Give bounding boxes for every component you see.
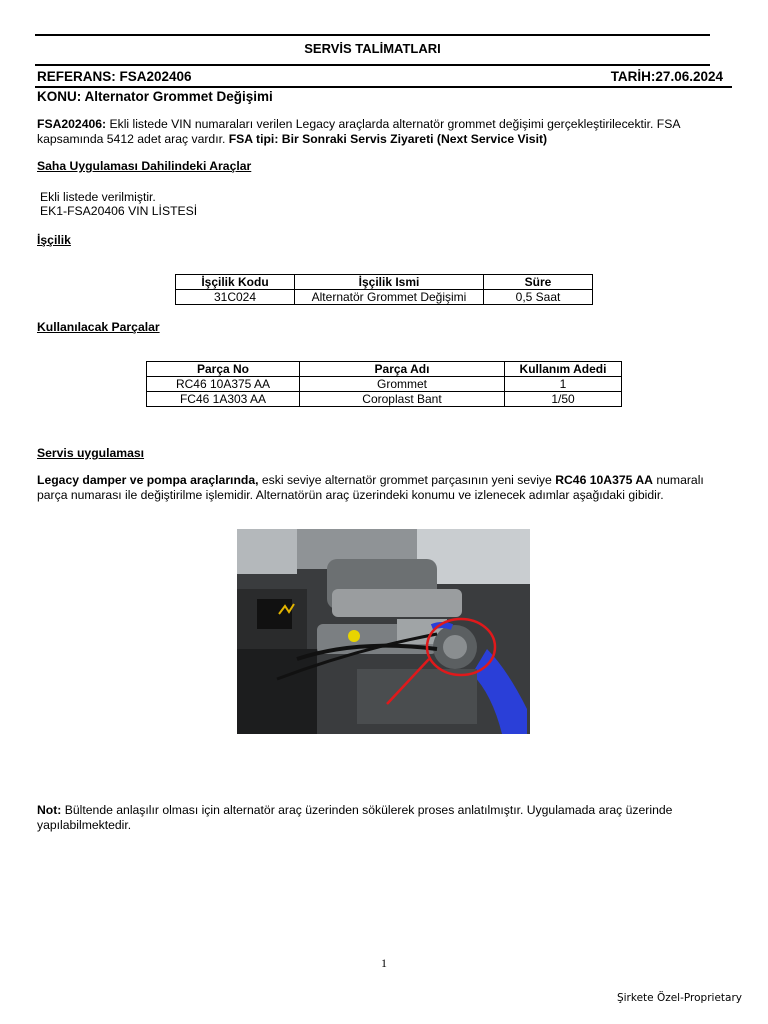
top-rule bbox=[35, 34, 710, 36]
labor-col-code: İşçilik Kodu bbox=[176, 275, 295, 290]
table-row bbox=[147, 377, 622, 392]
note-text: Bültende anlaşılır olması için alternatör araç üzerinden sökülerek proses anlatılmıştır. Uygulamada araç üzerinde yapılabilmektedir. bbox=[37, 803, 673, 832]
reference-rule bbox=[35, 86, 732, 88]
table-row bbox=[147, 392, 622, 407]
document-title: SERVİS TALİMATLARI bbox=[304, 41, 441, 56]
vehicles-line-2: EK1-FSA20406 VIN LİSTESİ bbox=[40, 204, 198, 218]
service-paragraph bbox=[37, 473, 727, 503]
parts-table-header bbox=[147, 362, 622, 377]
note-paragraph bbox=[37, 803, 727, 833]
parts-col-number: Parça No bbox=[147, 362, 300, 377]
labor-name-cell: Alternatör Grommet Değişimi bbox=[295, 290, 484, 305]
part-name-cell: Coroplast Bant bbox=[300, 392, 505, 407]
engine-bay-illustration bbox=[237, 529, 530, 734]
labor-heading: İşçilik bbox=[37, 233, 71, 247]
parts-col-quantity: Kullanım Adedi bbox=[505, 362, 622, 377]
intro-code: FSA202406: bbox=[37, 117, 107, 131]
subject-label: KONU: bbox=[37, 89, 82, 104]
parts-heading: Kullanılacak Parçalar bbox=[37, 320, 160, 334]
part-name-cell: Grommet bbox=[300, 377, 505, 392]
parts-col-name: Parça Adı bbox=[300, 362, 505, 377]
reference-number: REFERANS: FSA202406 bbox=[37, 69, 192, 84]
fsa-type-label: FSA tipi: bbox=[228, 132, 279, 146]
service-text-a: eski seviye alternatör grommet parçasının yeni seviye bbox=[258, 473, 556, 487]
part-number-cell: RC46 10A375 AA bbox=[147, 377, 300, 392]
service-heading: Servis uygulaması bbox=[37, 446, 145, 460]
subject-line bbox=[37, 89, 273, 104]
engine-bay-photo bbox=[237, 529, 530, 734]
intro-paragraph bbox=[37, 117, 727, 147]
subject-text: Alternator Grommet Değişimi bbox=[84, 89, 273, 104]
title-rule bbox=[35, 64, 710, 66]
labor-code-cell: 31C024 bbox=[176, 290, 295, 305]
labor-col-duration: Süre bbox=[484, 275, 593, 290]
part-quantity-cell: 1 bbox=[505, 377, 622, 392]
issue-date: TARİH:27.06.2024 bbox=[610, 69, 723, 84]
note-label: Not: bbox=[37, 803, 62, 817]
labor-table-header bbox=[176, 275, 593, 290]
service-part-number: RC46 10A375 AA bbox=[555, 473, 653, 487]
labor-col-name: İşçilik Ismi bbox=[295, 275, 484, 290]
intro-text: Ekli listede VIN numaraları verilen Legacy araçlarda alternatör grommet değişimi gerçekleştirilecektir. FSA kapsamında 5412 adet araç vardır. bbox=[37, 117, 680, 146]
service-text-b: numaralı parça numarası ile değiştirilme işlemidir. Alternatörün araç üzerindeki konumu ve izlenecek adımlar aşağıdaki gibidir. bbox=[37, 473, 704, 502]
proprietary-label: Şirkete Özel-Proprietary bbox=[616, 992, 742, 1004]
vehicles-line-1: Ekli listede verilmiştir. bbox=[40, 190, 156, 204]
page-number: 1 bbox=[381, 956, 387, 970]
parts-table bbox=[146, 361, 622, 407]
table-row bbox=[176, 290, 593, 305]
labor-duration-cell: 0,5 Saat bbox=[484, 290, 593, 305]
fsa-type-value: Bir Sonraki Servis Ziyareti (Next Service Visit) bbox=[278, 132, 548, 146]
service-bold-lead: Legacy damper ve pompa araçlarında, bbox=[37, 473, 259, 487]
vehicles-heading: Saha Uygulaması Dahilindeki Araçlar bbox=[37, 159, 252, 173]
part-number-cell: FC46 1A303 AA bbox=[147, 392, 300, 407]
part-quantity-cell: 1/50 bbox=[505, 392, 622, 407]
labor-table bbox=[175, 274, 593, 305]
